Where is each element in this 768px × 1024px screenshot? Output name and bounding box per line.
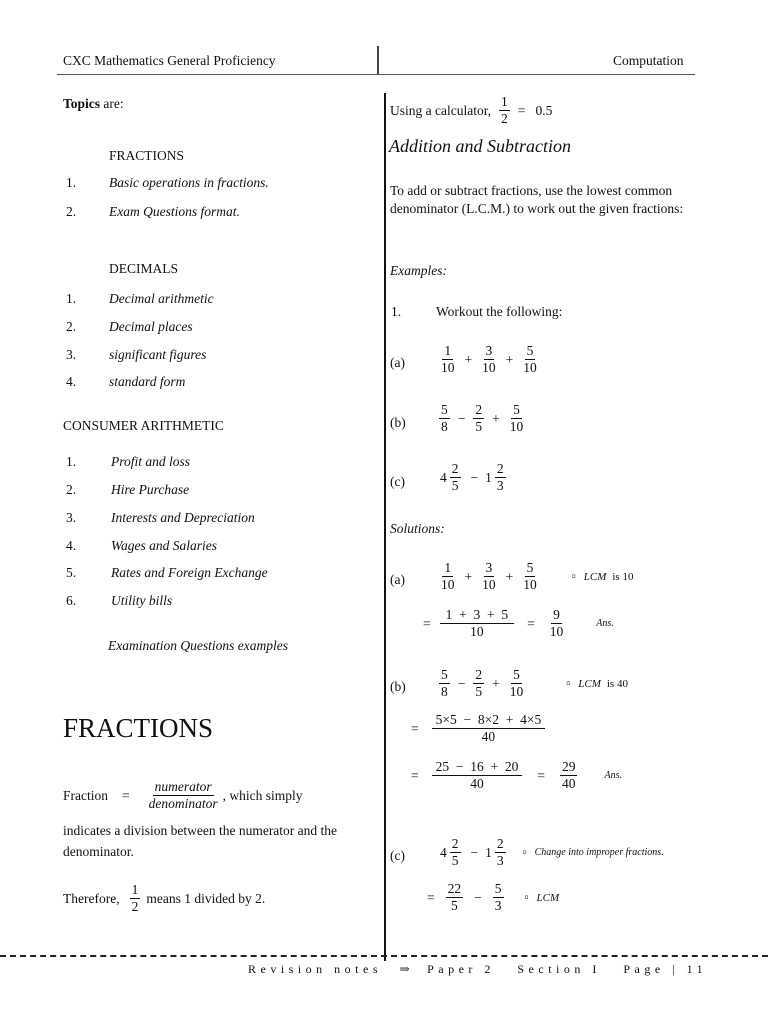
header-rule xyxy=(57,74,695,75)
list-item-num: 6. xyxy=(66,593,77,608)
operator: + xyxy=(505,568,514,584)
note-marker-icon: ¤ xyxy=(571,572,576,582)
solution-b-line2 xyxy=(411,713,548,744)
frac-num: 3 xyxy=(484,344,495,360)
list-item-text: Interests and Depreciation xyxy=(111,510,255,525)
header-divider xyxy=(377,46,379,74)
list-item-text: standard form xyxy=(109,374,186,389)
frac-den: 3 xyxy=(496,853,504,869)
label-c: (c) xyxy=(390,474,405,489)
frac-num: 22 xyxy=(446,882,464,898)
list-item-text: Basic operations in fractions. xyxy=(109,175,269,190)
calculator-fraction xyxy=(499,95,510,126)
topics-bold: Topics xyxy=(63,96,101,111)
topics-rest: are: xyxy=(100,96,124,111)
which-simply: , which simply xyxy=(222,787,303,803)
frac-den: 10 xyxy=(482,360,496,376)
calculator-line xyxy=(390,95,552,126)
list-item-text: Decimal arithmetic xyxy=(109,291,214,306)
calculator-text: Using a calculator, xyxy=(390,102,492,118)
calc-numerator: 1 xyxy=(499,95,510,111)
frac-num: 5 xyxy=(525,344,536,360)
frac-den: 10 xyxy=(509,684,524,700)
note-text: Change into improper fractions. xyxy=(534,847,664,859)
equals-sign: = xyxy=(427,889,435,905)
note-lcm: LCM xyxy=(536,891,560,904)
frac-den: 5 xyxy=(451,478,459,494)
frac-num: 2 xyxy=(495,462,506,478)
list-item-text: Wages and Salaries xyxy=(111,538,218,553)
sol-label-a: (a) xyxy=(390,572,405,587)
frac-num: 5 xyxy=(439,668,450,684)
frac-num: 3 xyxy=(484,561,495,577)
operator: − xyxy=(457,410,466,426)
operator: + xyxy=(464,351,473,367)
footer-right: Paper 2 Section I Page | 11 xyxy=(427,962,708,976)
frac-den: 10 xyxy=(470,624,484,640)
answer-label: Ans. xyxy=(596,618,614,630)
note-lcm: LCM xyxy=(583,570,607,583)
frac-num: 5 xyxy=(511,403,522,419)
frac-num: 2 xyxy=(450,462,461,478)
frac-den: 10 xyxy=(523,360,537,376)
solution-c-line2 xyxy=(427,882,559,913)
fraction-definition xyxy=(63,780,303,811)
note-marker-icon: ¤ xyxy=(524,893,529,903)
frac-den: 10 xyxy=(482,577,496,593)
exercise-c xyxy=(440,462,509,493)
list-item-num: 1. xyxy=(66,175,77,190)
solution-a-line2 xyxy=(423,608,614,639)
footer xyxy=(248,962,707,977)
examples-label: Examples: xyxy=(390,263,447,278)
half-fraction xyxy=(130,883,141,914)
frac-den: 8 xyxy=(441,684,448,700)
note-text: is 40 xyxy=(606,677,628,690)
operator: + xyxy=(464,568,473,584)
frac-den: 40 xyxy=(481,729,496,745)
list-item-text: significant figures xyxy=(109,347,207,362)
list-item-num: 5. xyxy=(66,565,77,580)
denominator: denominator xyxy=(148,796,218,812)
therefore-word: Therefore, xyxy=(63,890,120,906)
frac-den: 5 xyxy=(451,853,459,869)
operator: − xyxy=(470,469,479,485)
operator: − xyxy=(474,889,482,905)
frac-den: 8 xyxy=(441,419,448,435)
frac-den: 10 xyxy=(523,577,537,593)
list-item-num: 3. xyxy=(66,510,77,525)
list-item-text: Utility bills xyxy=(111,593,173,608)
note-marker-icon: ¤ xyxy=(566,679,571,689)
whole-number: 4 xyxy=(440,469,447,485)
frac-num: 1 xyxy=(442,561,453,577)
answer-label: Ans. xyxy=(604,770,622,782)
label-a: (a) xyxy=(390,355,405,370)
numerator: numerator xyxy=(153,780,214,796)
sol-label-c: (c) xyxy=(390,848,405,863)
list-item-text: Profit and loss xyxy=(111,454,191,469)
note-text: is 10 xyxy=(612,570,634,583)
frac-num: 29 xyxy=(560,760,578,776)
note-marker-icon: ¤ xyxy=(522,848,527,858)
frac-num: 2 xyxy=(450,837,461,853)
list-item-num: 4. xyxy=(66,374,77,389)
list-item-num: 2. xyxy=(66,204,77,219)
intro-text: To add or subtract fractions, use the lowest common denominator (L.C.M.) to work out the given fractions: xyxy=(390,183,684,216)
fractions-heading: FRACTIONS xyxy=(109,148,185,163)
topics-line xyxy=(63,96,124,112)
frac-num: 1 + 3 + 5 xyxy=(440,608,514,624)
list-item-num: 2. xyxy=(66,319,77,334)
column-divider xyxy=(384,93,386,961)
list-item-text: Hire Purchase xyxy=(111,482,190,497)
header-section: Computation xyxy=(613,53,684,68)
list-item-text: Rates and Foreign Exchange xyxy=(111,565,268,580)
frac-den: 10 xyxy=(509,419,524,435)
consumer-heading: CONSUMER ARITHMETIC xyxy=(63,418,224,433)
frac-num: 9 xyxy=(551,608,562,624)
frac-den: 5 xyxy=(475,684,483,700)
whole-number: 1 xyxy=(485,844,492,860)
frac-num: 1 xyxy=(442,344,453,360)
frac-den: 5 xyxy=(475,419,483,435)
frac-den: 40 xyxy=(470,776,484,792)
operator: − xyxy=(470,844,479,860)
solution-c-line1 xyxy=(440,837,664,868)
list-item-text: Exam Questions format. xyxy=(109,204,240,219)
list-item-num: 1. xyxy=(66,454,77,469)
frac-den: 3 xyxy=(494,898,502,914)
footer-dashed-rule xyxy=(0,955,768,957)
definition-fraction xyxy=(147,780,220,811)
frac-den: 10 xyxy=(441,577,455,593)
frac-num: 2 xyxy=(495,837,506,853)
equals-sign: = xyxy=(411,767,419,783)
big-title: FRACTIONS xyxy=(63,713,214,743)
therefore-line xyxy=(63,883,265,914)
frac-num: 5 xyxy=(493,882,504,898)
frac-den: 5 xyxy=(451,898,458,914)
equals-sign: = xyxy=(527,615,535,631)
whole-number: 4 xyxy=(440,844,447,860)
frac-den: 40 xyxy=(561,776,576,792)
frac-num: 2 xyxy=(473,403,484,419)
equals-sign: = xyxy=(411,720,419,736)
solution-b-line3 xyxy=(411,760,622,791)
frac-num: 5 xyxy=(525,561,536,577)
example-text: Workout the following: xyxy=(436,304,563,319)
equals-sign: = xyxy=(122,787,130,803)
half-denominator: 2 xyxy=(131,899,139,915)
operator: + xyxy=(505,351,514,367)
exercise-b xyxy=(436,403,528,434)
example-num: 1. xyxy=(391,304,402,319)
equals-sign: = xyxy=(537,767,545,783)
operator: − xyxy=(457,675,466,691)
arrow-icon: ⇒ xyxy=(399,962,410,976)
frac-num: 5×5 − 8×2 + 4×5 xyxy=(432,713,546,729)
operator: + xyxy=(492,410,500,426)
frac-den: 10 xyxy=(441,360,455,376)
frac-num: 5 xyxy=(439,403,450,419)
list-item-num: 1. xyxy=(66,291,77,306)
header-title: CXC Mathematics General Proficiency xyxy=(63,53,276,68)
equals-sign: = xyxy=(423,615,431,631)
frac-den: 10 xyxy=(549,624,564,640)
fraction-word: Fraction xyxy=(63,787,108,803)
footer-left: Revision notes xyxy=(248,962,382,976)
section-title: Addition and Subtraction xyxy=(389,136,571,156)
frac-num: 2 xyxy=(473,668,484,684)
frac-den: 3 xyxy=(496,478,504,494)
solution-b-line1 xyxy=(436,668,628,699)
list-item-num: 3. xyxy=(66,347,77,362)
note-lcm: LCM xyxy=(578,677,601,690)
frac-num: 25 − 16 + 20 xyxy=(432,760,523,776)
whole-number: 1 xyxy=(485,469,492,485)
half-numerator: 1 xyxy=(130,883,141,899)
exercise-a xyxy=(436,344,542,375)
solution-a-line1 xyxy=(436,561,633,592)
solutions-label: Solutions: xyxy=(390,521,445,536)
list-item-num: 4. xyxy=(66,538,77,553)
exam-examples: Examination Questions examples xyxy=(108,638,288,653)
operator: + xyxy=(492,675,500,691)
label-b: (b) xyxy=(390,415,406,430)
means-text: means 1 divided by 2. xyxy=(146,890,266,906)
calculator-result: = 0.5 xyxy=(517,102,553,118)
frac-num: 5 xyxy=(511,668,522,684)
definition-text: indicates a division between the numerator and the denominator. xyxy=(63,823,338,859)
list-item-num: 2. xyxy=(66,482,77,497)
calc-denominator: 2 xyxy=(501,111,508,127)
sol-label-b: (b) xyxy=(390,679,406,694)
list-item-text: Decimal places xyxy=(109,319,193,334)
decimals-heading: DECIMALS xyxy=(109,261,179,276)
